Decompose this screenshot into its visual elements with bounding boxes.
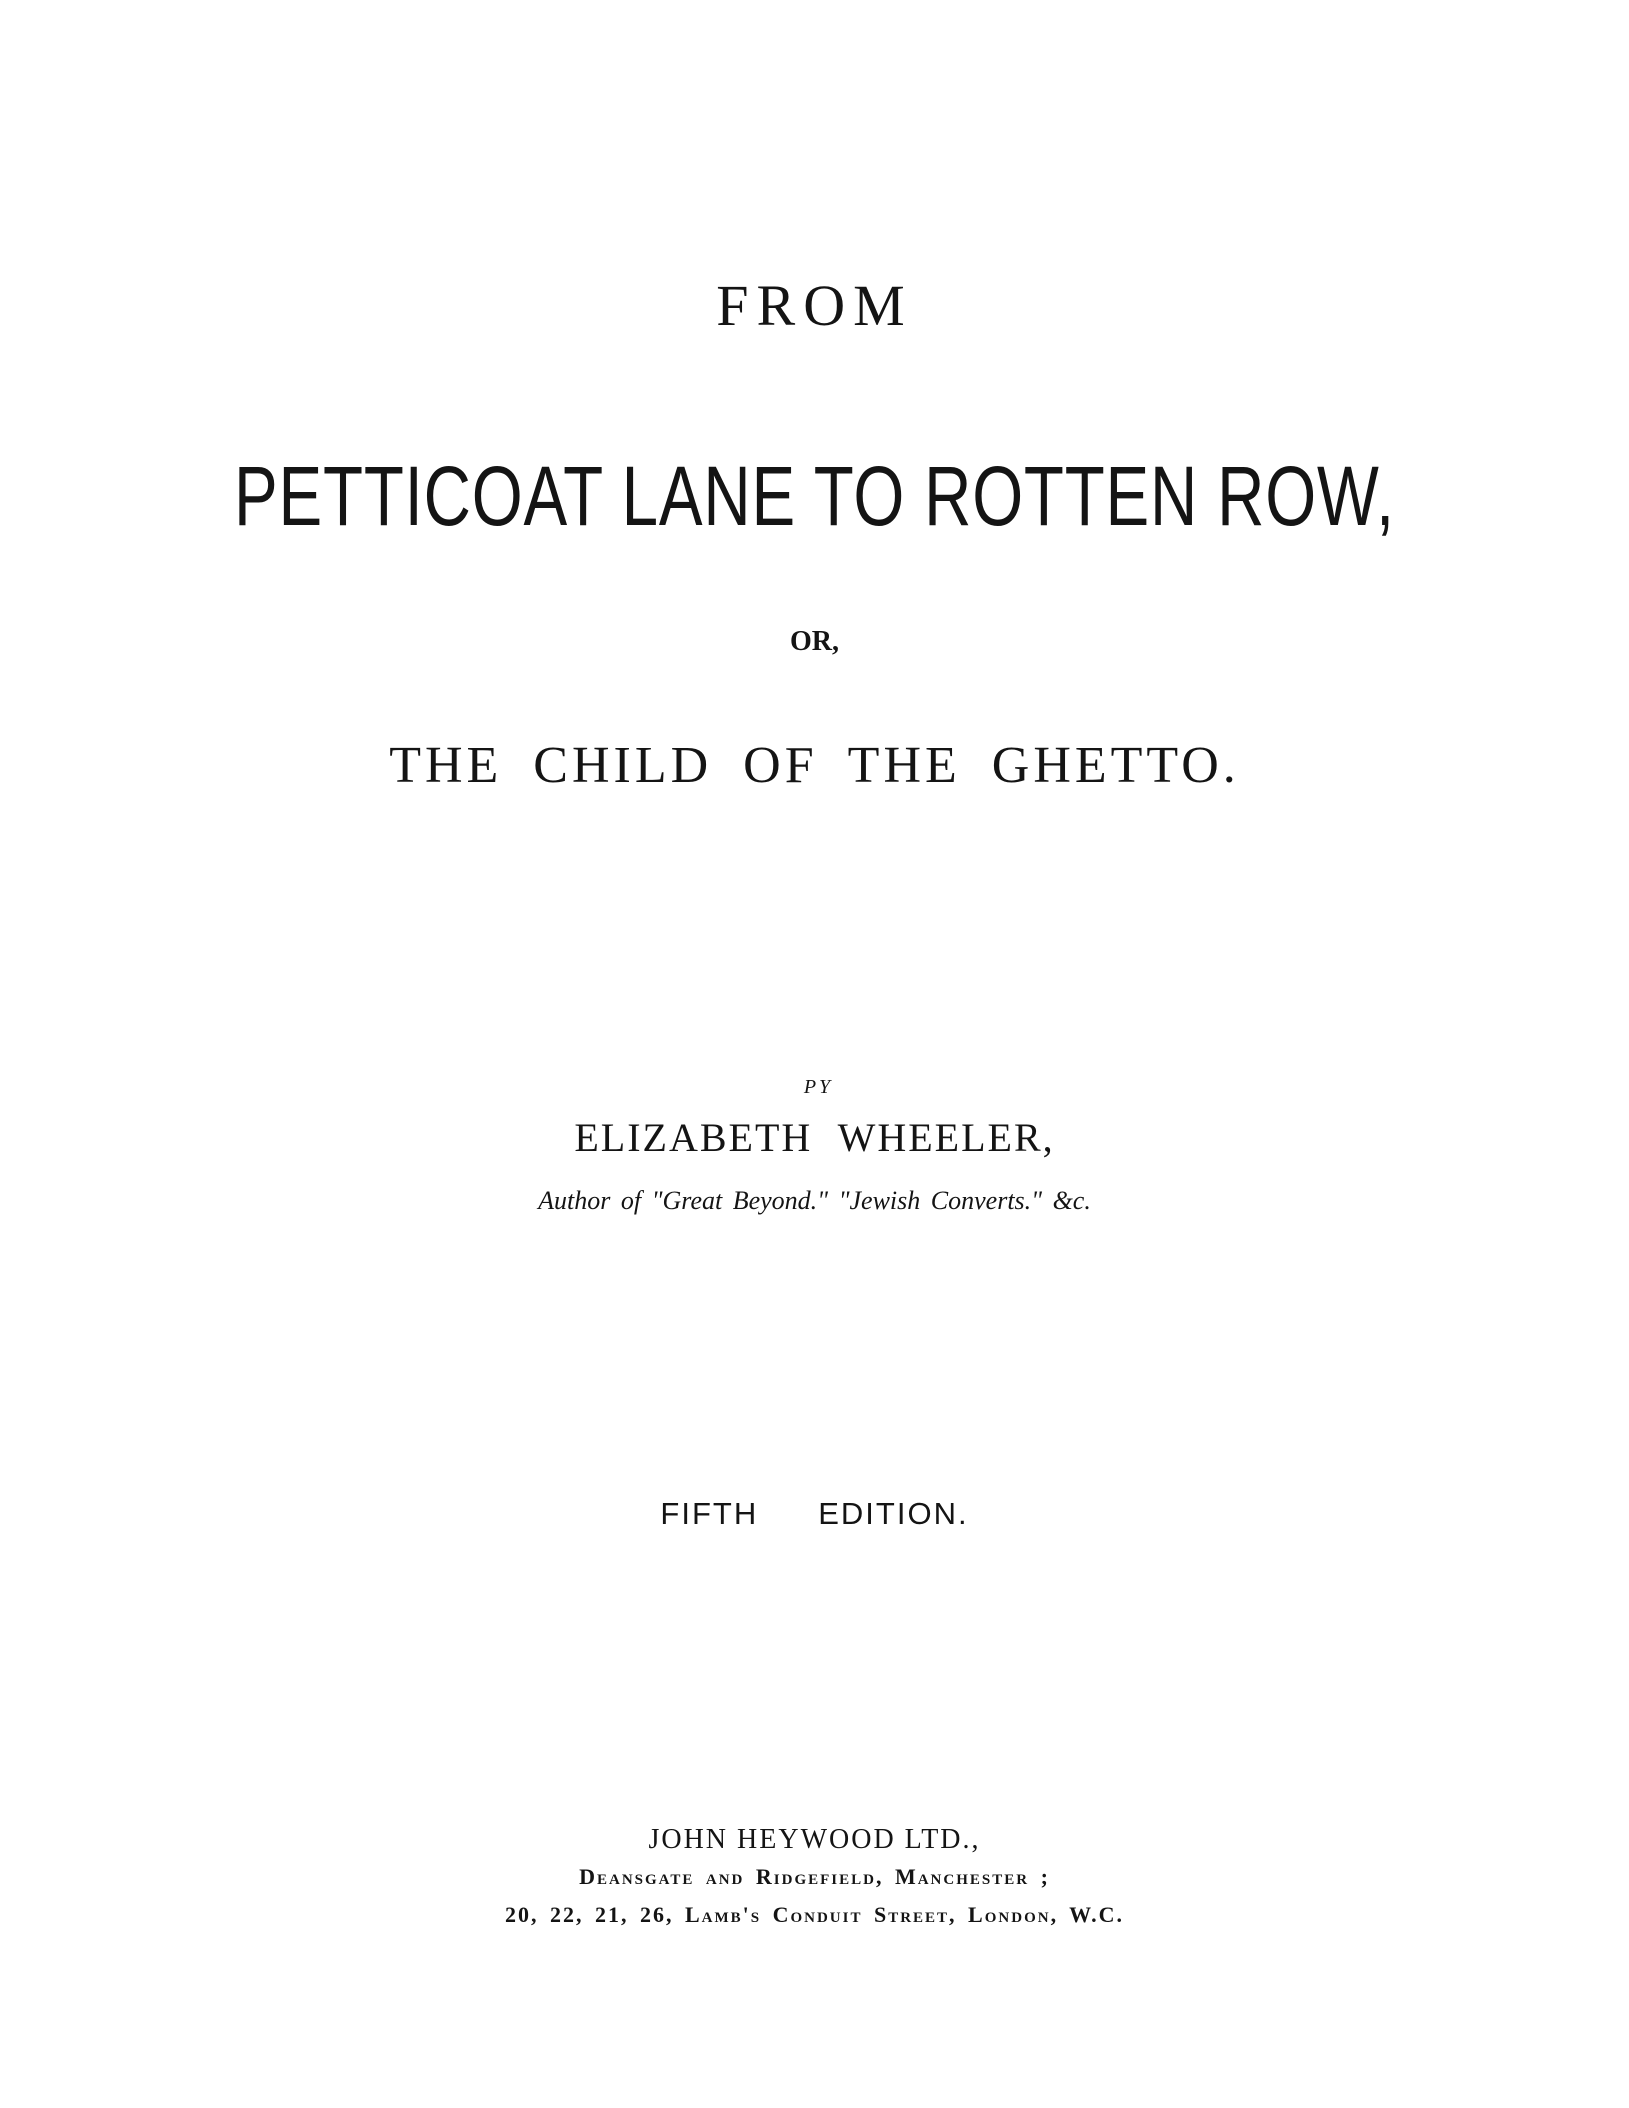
edition-statement [0,1496,1629,1532]
title-prefix: FROM [716,273,913,338]
byline-prefix: PY [803,1076,834,1098]
title-conjunction: OR, [790,626,839,657]
author-name: ELIZABETH WHEELER, [574,1115,1055,1160]
publisher-address-london: 20, 22, 21, 26, Lamb's Conduit Street, London, W.C. [504,1902,1125,1927]
publisher-address-manchester: Deansgate and Ridgefield, Manchester ; [579,1864,1050,1889]
edition-label: EDITION. [818,1496,969,1531]
subtitle: THE CHILD OF THE GHETTO. [389,737,1240,794]
author-credits: Author of "Great Beyond." "Jewish Converts." &c. [538,1186,1091,1215]
publisher-name: JOHN HEYWOOD LTD., [648,1824,981,1855]
main-title: PETTICOAT LANE TO ROTTEN ROW, [234,449,1395,543]
edition-number: FIFTH [660,1496,759,1531]
